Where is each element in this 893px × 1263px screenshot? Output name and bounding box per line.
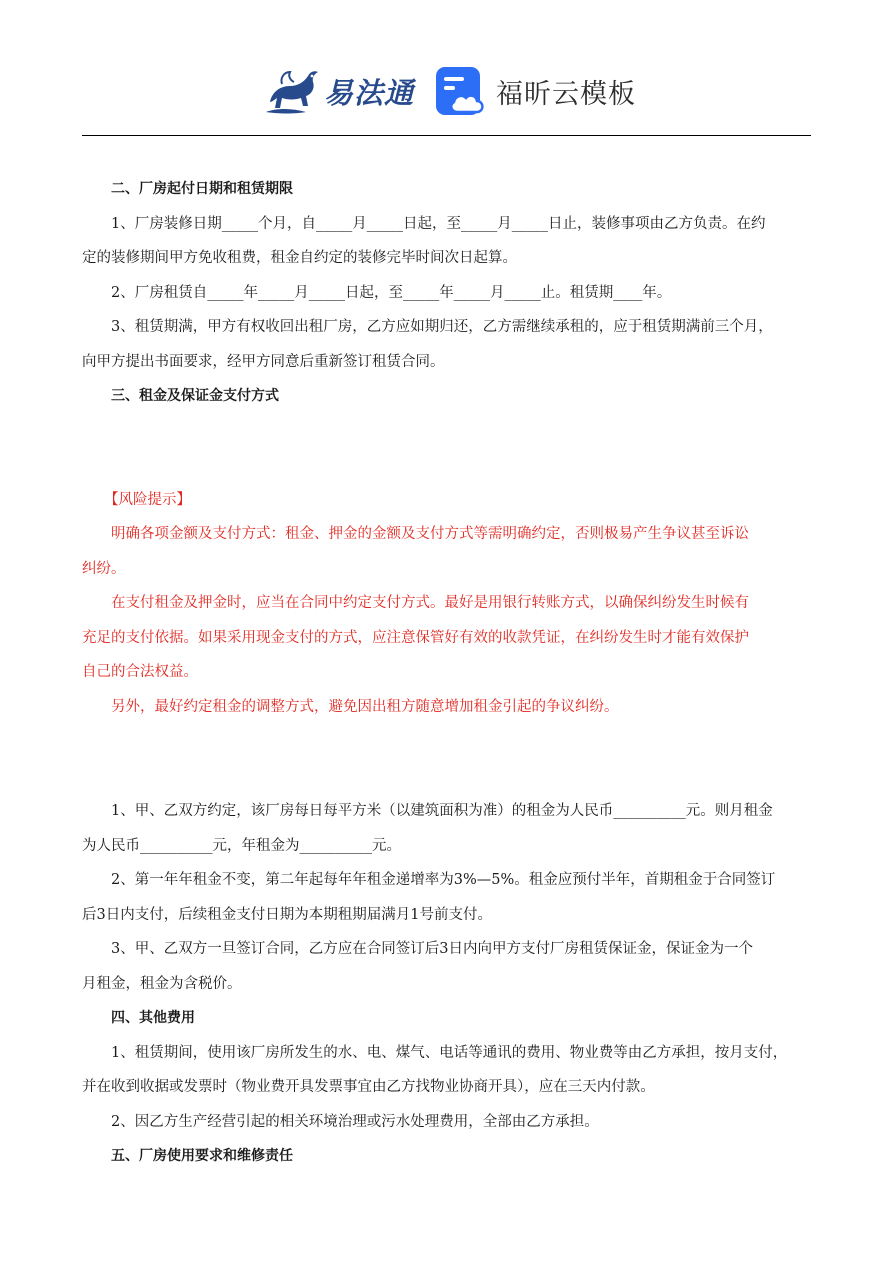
section-3-item-2-line-1: 2、第一年年租金不变，第二年起每年年租金递增率为3%—5%。租金应预付半年，首期租金于合同签订 (111, 872, 776, 888)
section-2-item-1-line-2: 定的装修期间甲方免收租费，租金自约定的装修完毕时间次日起算。 (82, 250, 517, 266)
risk-warning-p1-line-2: 纠纷。 (82, 560, 126, 577)
header-divider (82, 135, 811, 136)
section-4-title: 四、其他费用 (111, 1010, 195, 1026)
risk-warning-p2-line-1: 在支付租金及押金时，应当在合同中约定支付方式。最好是用银行转账方式，以确保纠纷发生时候有 (111, 595, 749, 611)
cloud-document-icon (434, 65, 486, 117)
foxit-template-logo-text: 福昕云模板 (496, 78, 636, 110)
section-3-item-3-line-2: 月租金，租金为含税价。 (82, 975, 242, 992)
qilin-logo-icon (262, 62, 322, 120)
section-3-item-3-line-1: 3、甲、乙双方一旦签订合同，乙方应在合同签订后3日内向甲方支付厂房租赁保证金，保证金为一个 (111, 941, 753, 957)
section-2-item-1-line-1: 1、厂房装修日期_____个月，自_____月_____日起，至_____月_____日止，装修事项由乙方负责。在约 (111, 215, 766, 232)
section-3-title: 三、租金及保证金支付方式 (111, 388, 279, 404)
risk-warning-heading: 【风险提示】 (104, 491, 191, 508)
page-header (0, 0, 893, 136)
risk-warning-p3: 另外，最好约定租金的调整方式，避免因出租方随意增加租金引起的争议纠纷。 (111, 698, 619, 715)
risk-warning-block (82, 483, 815, 725)
section-2-item-3-line-2: 向甲方提出书面要求，经甲方同意后重新签订租赁合同。 (82, 353, 445, 370)
yifatong-logo (262, 62, 414, 120)
section-3-item-1-line-1: 1、甲、乙双方约定，该厂房每日每平方米（以建筑面积为准）的租金为人民币__________元。则月租金 (111, 803, 773, 819)
section-4-item-2: 2、因乙方生产经营引起的相关环境治理或污水处理费用，全部由乙方承担。 (111, 1113, 599, 1130)
section-2-title: 二、厂房起付日期和租赁期限 (111, 181, 293, 197)
yifatong-logo-text: 易法通 (324, 75, 415, 110)
risk-warning-p2-line-2: 充足的支付依据。如果采用现金支付的方式，应注意保管好有效的收款凭证，在纠纷发生时才能有效保护 (82, 629, 749, 646)
risk-warning-p1-line-1: 明确各项金额及支付方式：租金、押金的金额及支付方式等需明确约定，否则极易产生争议甚至诉讼 (111, 526, 749, 542)
section-4-item-1-line-1: 1、租赁期间，使用该厂房所发生的水、电、煤气、电话等通讯的费用、物业费等由乙方承担，按月支付， (111, 1044, 788, 1061)
document-body (82, 172, 815, 1174)
risk-warning-p2-line-3: 自己的合法权益。 (82, 664, 198, 680)
section-3-item-2-line-2: 后3日内支付，后续租金支付日期为本期租期届满月1号前支付。 (82, 906, 492, 923)
section-5-title: 五、厂房使用要求和维修责任 (111, 1148, 293, 1164)
section-2-item-2: 2、厂房租赁自_____年_____月_____日起，至_____年_____月_____止。租赁期____年。 (111, 284, 672, 301)
foxit-template-logo (434, 64, 636, 118)
section-3-item-1-line-2: 为人民币__________元，年租金为__________元。 (82, 837, 401, 854)
section-4-item-1-line-2: 并在收到收据或发票时（物业费开具发票事宜由乙方找物业协商开具），应在三天内付款。 (82, 1079, 655, 1095)
section-2-item-3-line-1: 3、租赁期满，甲方有权收回出租厂房，乙方应如期归还，乙方需继续承租的，应于租赁期满前三个月， (111, 319, 773, 335)
